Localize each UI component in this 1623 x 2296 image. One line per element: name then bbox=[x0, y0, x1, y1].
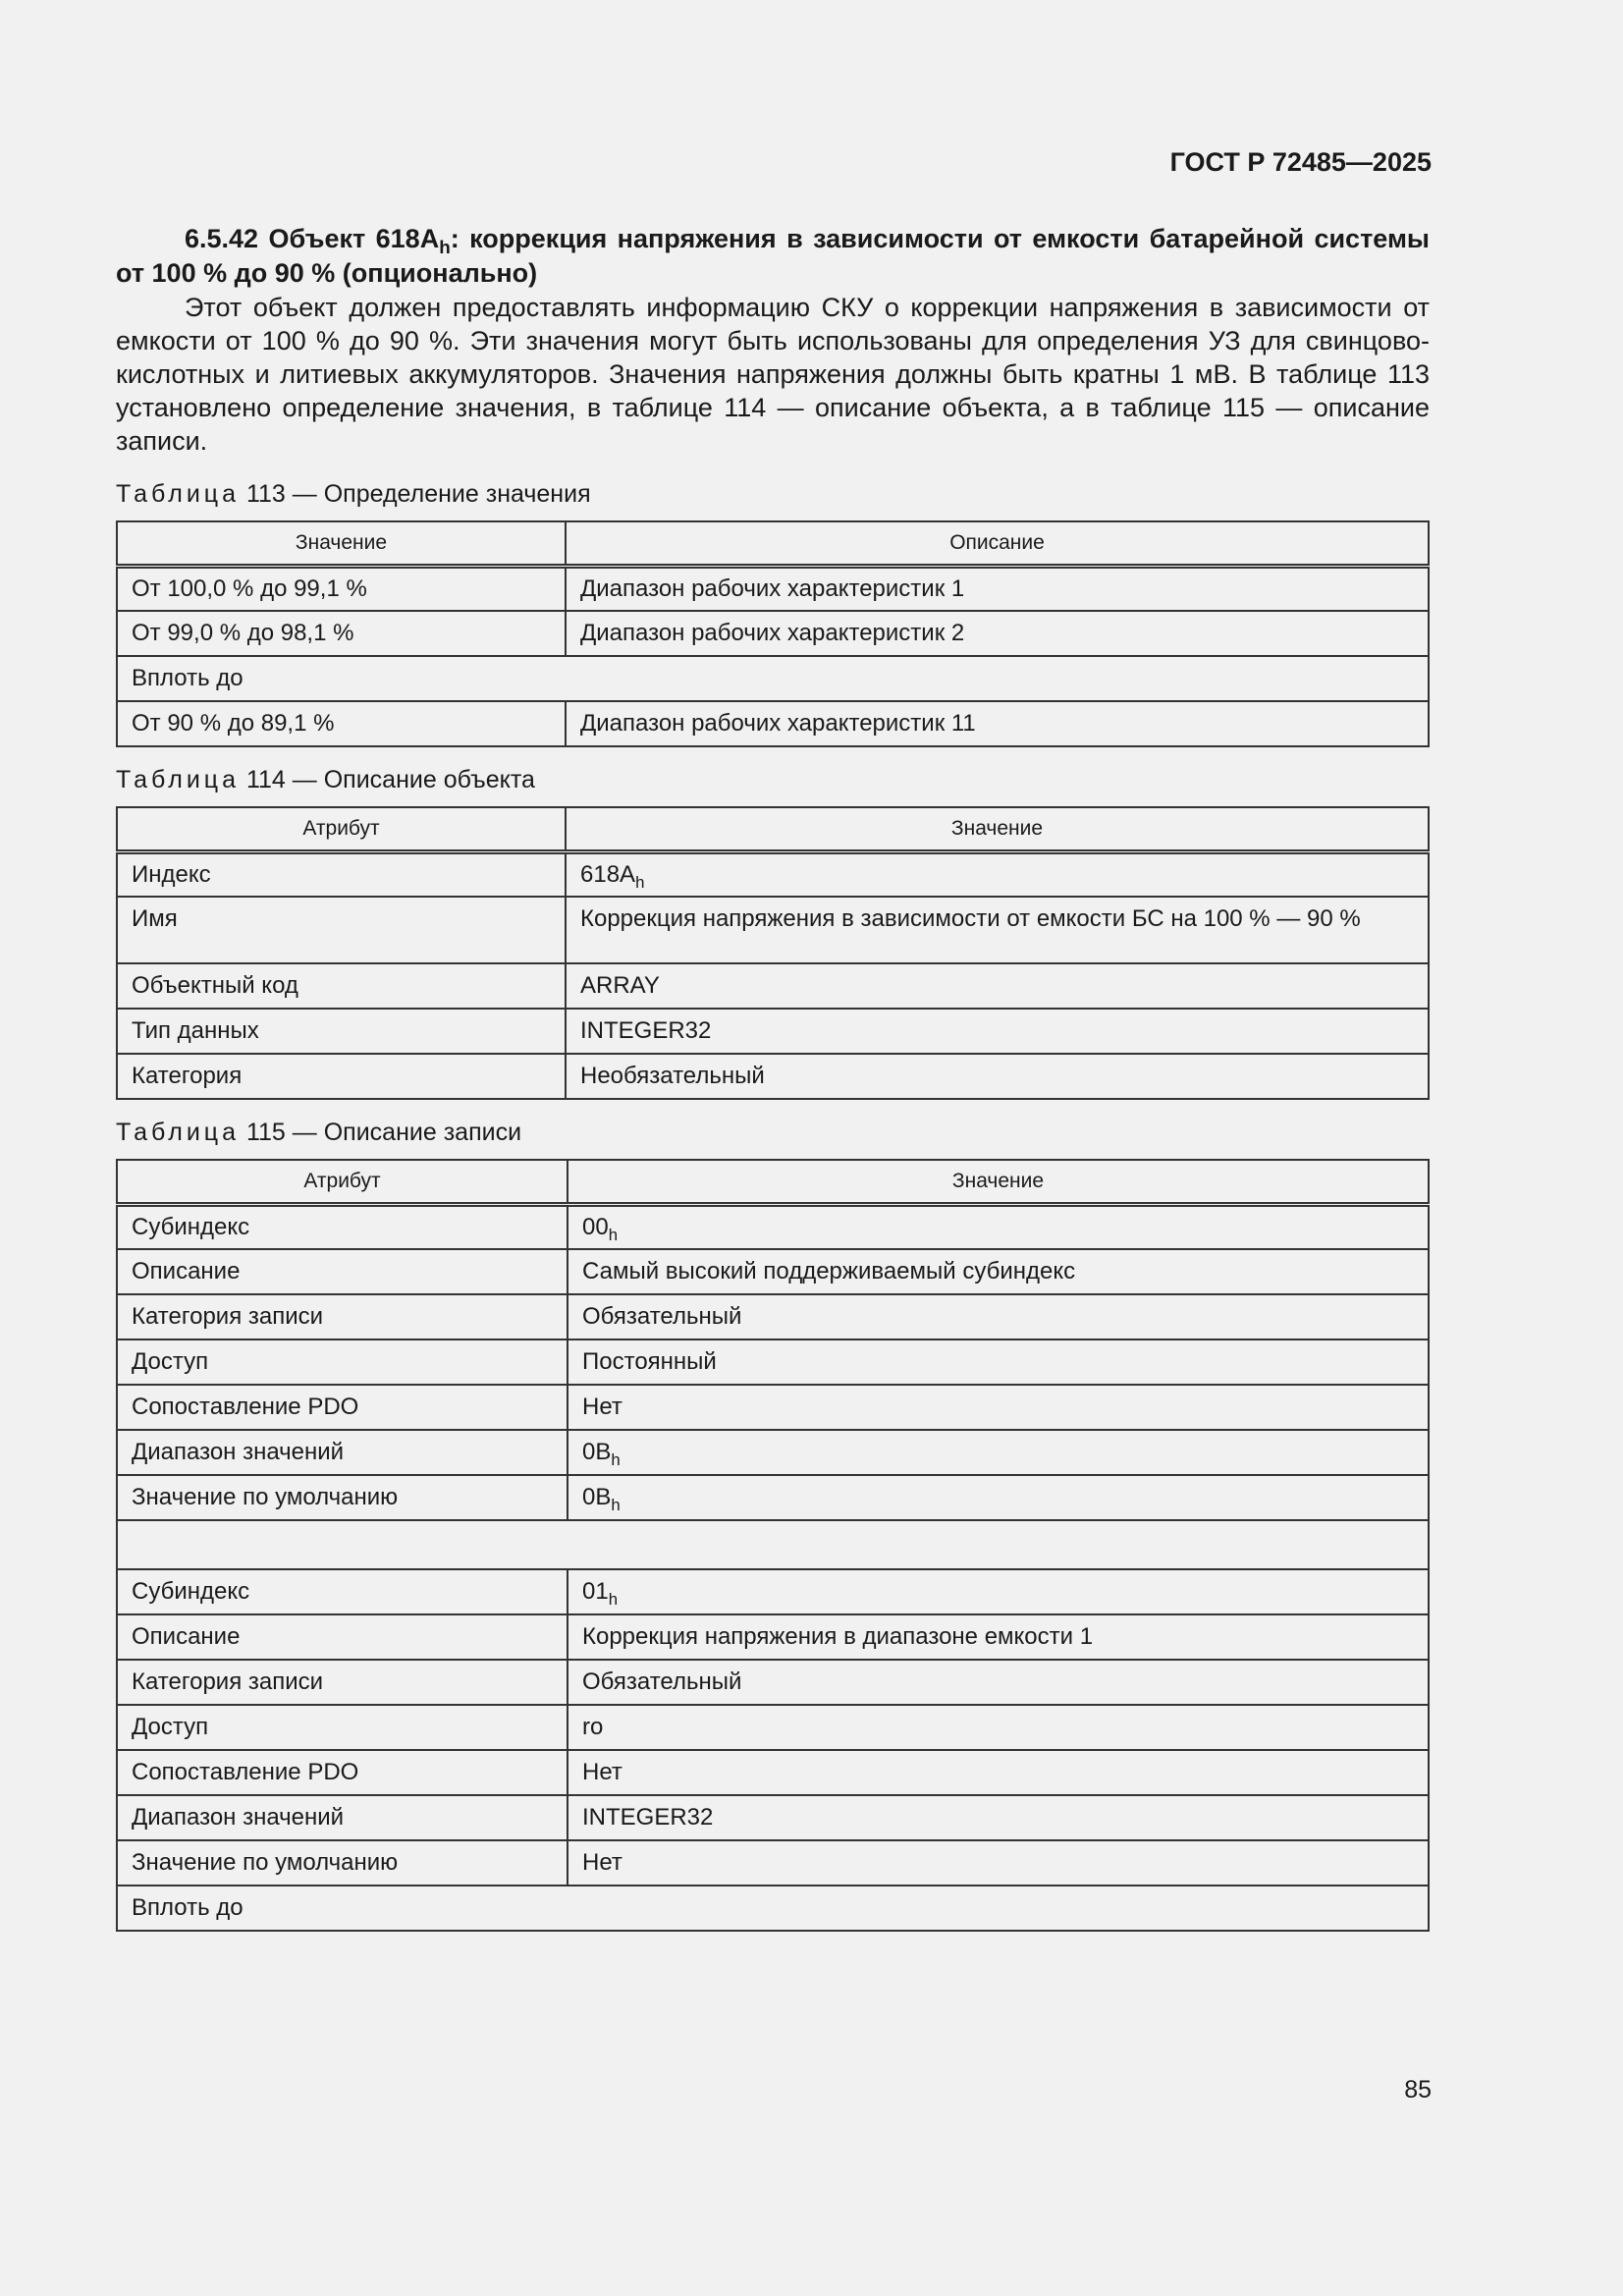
attribute-cell: Значение по умолчанию bbox=[117, 1475, 568, 1520]
table-row bbox=[117, 1009, 1429, 1054]
attribute-cell: Описание bbox=[117, 1614, 568, 1660]
table-row bbox=[117, 1614, 1429, 1660]
attribute-cell: Диапазон значений bbox=[117, 1795, 568, 1840]
value-cell: Нет bbox=[568, 1385, 1429, 1430]
value-text: 0B bbox=[582, 1484, 612, 1510]
table-label: Таблица bbox=[116, 766, 241, 793]
table-row bbox=[117, 897, 1429, 963]
value-cell bbox=[568, 1475, 1429, 1520]
attribute-cell: Диапазон значений bbox=[117, 1430, 568, 1475]
table-row bbox=[117, 963, 1429, 1009]
table-row bbox=[117, 656, 1429, 701]
attribute-cell: От 100,0 % до 99,1 % bbox=[117, 566, 566, 611]
value-subscript: h bbox=[635, 872, 645, 892]
column-header: Атрибут bbox=[117, 1160, 568, 1204]
attribute-cell: Значение по умолчанию bbox=[117, 1840, 568, 1886]
table-caption-text: 115 — Описание записи bbox=[245, 1119, 522, 1146]
column-header: Значение bbox=[566, 807, 1429, 851]
table-row bbox=[117, 1750, 1429, 1795]
value-cell: INTEGER32 bbox=[566, 1009, 1429, 1054]
table-row bbox=[117, 1475, 1429, 1520]
value-cell: Коррекция напряжения в диапазоне емкости 1 bbox=[568, 1614, 1429, 1660]
value-cell: Необязательный bbox=[566, 1054, 1429, 1099]
attribute-cell: Категория bbox=[117, 1054, 566, 1099]
attribute-cell: Индекс bbox=[117, 851, 566, 897]
value-text: 00 bbox=[582, 1213, 609, 1240]
table-row bbox=[117, 1660, 1429, 1705]
table-row bbox=[117, 1249, 1429, 1294]
table-row bbox=[117, 701, 1429, 746]
table-115-caption bbox=[116, 1118, 1430, 1147]
attribute-cell: Категория записи bbox=[117, 1660, 568, 1705]
value-cell: Нет bbox=[568, 1750, 1429, 1795]
value-cell bbox=[568, 1430, 1429, 1475]
table-row bbox=[117, 1204, 1429, 1249]
table-row bbox=[117, 611, 1429, 656]
spanning-cell: Вплоть до bbox=[117, 1886, 1429, 1931]
value-subscript: h bbox=[608, 1225, 619, 1244]
value-cell: Обязательный bbox=[568, 1294, 1429, 1339]
attribute-cell: От 90 % до 89,1 % bbox=[117, 701, 566, 746]
attribute-cell: Описание bbox=[117, 1249, 568, 1294]
value-text: 618A bbox=[580, 860, 636, 888]
value-cell: Самый высокий поддерживаемый субиндекс bbox=[568, 1249, 1429, 1294]
attribute-cell: Субиндекс bbox=[117, 1204, 568, 1249]
column-header: Значение bbox=[568, 1160, 1429, 1204]
value-cell bbox=[568, 1569, 1429, 1614]
attribute-cell: Тип данных bbox=[117, 1009, 566, 1054]
table-row bbox=[117, 1339, 1429, 1385]
page-content bbox=[116, 222, 1430, 1932]
empty-cell bbox=[117, 1520, 1429, 1569]
table-body bbox=[117, 1204, 1429, 1931]
attribute-cell: Доступ bbox=[117, 1339, 568, 1385]
value-cell: INTEGER32 bbox=[568, 1795, 1429, 1840]
value-cell: Постоянный bbox=[568, 1339, 1429, 1385]
value-cell: Диапазон рабочих характеристик 11 bbox=[566, 701, 1429, 746]
table-row bbox=[117, 1840, 1429, 1886]
spanning-cell: Вплоть до bbox=[117, 656, 1429, 701]
table-row bbox=[117, 851, 1429, 897]
value-cell: Диапазон рабочих характеристик 1 bbox=[566, 566, 1429, 611]
attribute-cell: Сопоставление PDO bbox=[117, 1750, 568, 1795]
section-heading bbox=[116, 222, 1430, 291]
attribute-cell: Доступ bbox=[117, 1705, 568, 1750]
attribute-cell: Имя bbox=[117, 897, 566, 963]
column-header: Значение bbox=[117, 521, 566, 566]
table-row bbox=[117, 1795, 1429, 1840]
value-cell bbox=[568, 1204, 1429, 1249]
value-cell: ro bbox=[568, 1705, 1429, 1750]
table-label: Таблица bbox=[116, 1119, 241, 1146]
value-subscript: h bbox=[611, 1450, 621, 1469]
table-row bbox=[117, 1294, 1429, 1339]
value-text: 01 bbox=[582, 1578, 609, 1605]
attribute-cell: Субиндекс bbox=[117, 1569, 568, 1614]
table-113 bbox=[116, 520, 1430, 747]
table-body bbox=[117, 851, 1429, 1099]
column-header: Атрибут bbox=[117, 807, 566, 851]
table-header-row bbox=[117, 1160, 1429, 1204]
value-cell: Нет bbox=[568, 1840, 1429, 1886]
heading-subscript: h bbox=[439, 238, 451, 258]
table-label: Таблица bbox=[116, 480, 241, 508]
attribute-cell: Сопоставление PDO bbox=[117, 1385, 568, 1430]
table-row bbox=[117, 1430, 1429, 1475]
section-paragraph: Этот объект должен предоставлять информацию СКУ о коррекции напряжения в зависимости от емкости от 100 % до 90 %. Эти значения могут быть использованы для определения УЗ для свинцово-кислотных и литиевых аккумуляторов. Значения напряжения должны быть кратны 1 мВ. В таблице 113 установлено определение значения, в таблице 114 — описание объекта, а в таблице 115 — описание записи. bbox=[116, 293, 1430, 456]
column-header: Описание bbox=[566, 521, 1429, 566]
value-cell: ARRAY bbox=[566, 963, 1429, 1009]
table-body bbox=[117, 566, 1429, 746]
value-cell: Обязательный bbox=[568, 1660, 1429, 1705]
value-subscript: h bbox=[608, 1590, 619, 1609]
heading-prefix: 6.5.42 Объект 618A bbox=[185, 224, 440, 253]
value-text: 0B bbox=[582, 1439, 612, 1465]
attribute-cell: Объектный код bbox=[117, 963, 566, 1009]
table-row bbox=[117, 1520, 1429, 1569]
table-row bbox=[117, 1385, 1429, 1430]
table-caption-text: 114 — Описание объекта bbox=[245, 766, 535, 793]
heading-suffix: : коррекция напряжения в зависимости от емкости батарейной системы от 100 % до 90 % (опционально) bbox=[116, 224, 1430, 288]
table-row bbox=[117, 1705, 1429, 1750]
table-113-caption bbox=[116, 479, 1430, 509]
value-cell: Коррекция напряжения в зависимости от емкости БС на 100 % — 90 % bbox=[566, 897, 1429, 963]
table-caption-text: 113 — Определение значения bbox=[245, 480, 591, 508]
table-row bbox=[117, 1054, 1429, 1099]
table-114-caption bbox=[116, 765, 1430, 794]
table-row bbox=[117, 566, 1429, 611]
value-cell: Диапазон рабочих характеристик 2 bbox=[566, 611, 1429, 656]
attribute-cell: От 99,0 % до 98,1 % bbox=[117, 611, 566, 656]
table-header-row bbox=[117, 521, 1429, 566]
standard-number: ГОСТ Р 72485—2025 bbox=[1169, 147, 1432, 177]
value-cell bbox=[566, 851, 1429, 897]
table-row bbox=[117, 1569, 1429, 1614]
attribute-cell: Категория записи bbox=[117, 1294, 568, 1339]
value-subscript: h bbox=[611, 1496, 621, 1514]
table-row bbox=[117, 1886, 1429, 1931]
table-115 bbox=[116, 1159, 1430, 1932]
page-number: 85 bbox=[1404, 2076, 1432, 2104]
table-114 bbox=[116, 806, 1430, 1100]
table-header-row bbox=[117, 807, 1429, 851]
